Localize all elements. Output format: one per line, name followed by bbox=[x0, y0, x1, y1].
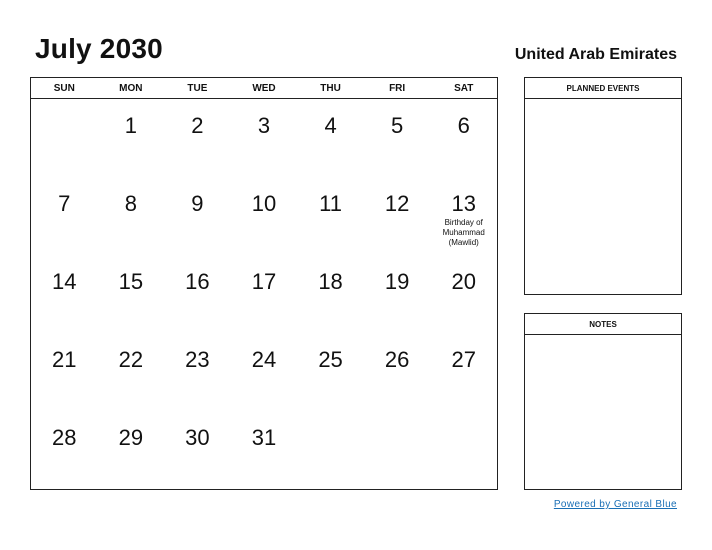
day-cell bbox=[164, 255, 231, 333]
day-cell bbox=[231, 99, 298, 177]
day-cell bbox=[231, 177, 298, 255]
planned-events-panel bbox=[524, 77, 682, 295]
calendar-grid bbox=[30, 77, 498, 490]
day-cell bbox=[98, 333, 165, 411]
day-number: 19 bbox=[384, 269, 410, 294]
day-number: 9 bbox=[191, 191, 204, 216]
day-number: 2 bbox=[191, 113, 204, 138]
day-cell bbox=[31, 333, 98, 411]
day-number: 15 bbox=[118, 269, 144, 294]
notes-panel bbox=[524, 313, 682, 490]
day-cell bbox=[31, 177, 98, 255]
weekday-sun: SUN bbox=[53, 83, 75, 94]
calendar-weeks bbox=[31, 99, 497, 489]
day-cell bbox=[98, 411, 165, 489]
weekday-header bbox=[31, 78, 497, 99]
day-cell bbox=[164, 333, 231, 411]
day-cell bbox=[297, 99, 364, 177]
weekday-sat: SAT bbox=[454, 83, 474, 94]
page-title: July 2030 bbox=[35, 33, 163, 64]
weekday-thu: THU bbox=[320, 83, 341, 94]
day-number: 18 bbox=[318, 269, 343, 294]
day-number: 4 bbox=[324, 113, 337, 138]
day-cell bbox=[231, 411, 298, 489]
day-number: 22 bbox=[118, 347, 144, 372]
day-number: 16 bbox=[185, 269, 210, 294]
weekday-tue: TUE bbox=[187, 83, 208, 94]
day-number: 30 bbox=[185, 425, 210, 450]
day-cell bbox=[297, 177, 364, 255]
holiday-label: Birthday of Muhammad (Mawlid) bbox=[442, 218, 485, 247]
day-number: 11 bbox=[319, 191, 342, 216]
day-cell bbox=[430, 177, 497, 255]
day-number: 20 bbox=[451, 269, 476, 294]
day-number: 5 bbox=[391, 113, 404, 138]
day-number: 13 bbox=[451, 191, 476, 216]
day-cell bbox=[297, 255, 364, 333]
day-number: 28 bbox=[52, 425, 77, 450]
weekday-mon: MON bbox=[119, 83, 143, 94]
weekday-wed: WED bbox=[252, 83, 276, 94]
notes-heading: NOTES bbox=[525, 314, 681, 335]
day-number: 6 bbox=[457, 113, 470, 138]
day-cell bbox=[430, 255, 497, 333]
day-number: 1 bbox=[124, 113, 137, 138]
day-number: 31 bbox=[251, 425, 277, 450]
day-cell bbox=[364, 177, 431, 255]
day-number: 17 bbox=[251, 269, 277, 294]
day-cell bbox=[98, 99, 165, 177]
day-number: 8 bbox=[124, 191, 137, 216]
powered-by-link[interactable]: Powered by General Blue bbox=[553, 499, 677, 510]
weekday-fri: FRI bbox=[389, 83, 406, 94]
day-number: 21 bbox=[52, 347, 77, 372]
day-cell bbox=[364, 255, 431, 333]
day-cell bbox=[430, 99, 497, 177]
day-number: 23 bbox=[185, 347, 210, 372]
day-cell bbox=[231, 255, 298, 333]
day-cell bbox=[430, 333, 497, 411]
day-number: 10 bbox=[251, 191, 277, 216]
country-label: United Arab Emirates bbox=[514, 46, 677, 63]
day-number: 29 bbox=[118, 425, 144, 450]
day-cell bbox=[164, 99, 231, 177]
day-cell bbox=[164, 411, 231, 489]
day-cell bbox=[297, 333, 364, 411]
day-number: 12 bbox=[384, 191, 410, 216]
day-number: 3 bbox=[257, 113, 271, 138]
day-cell bbox=[364, 99, 431, 177]
day-cell bbox=[430, 411, 497, 489]
day-cell bbox=[98, 177, 165, 255]
day-cell bbox=[31, 99, 98, 177]
day-number: 27 bbox=[451, 347, 476, 372]
day-number: 26 bbox=[384, 347, 410, 372]
day-cell bbox=[31, 255, 98, 333]
day-cell bbox=[164, 177, 231, 255]
day-cell bbox=[231, 333, 298, 411]
day-number: 7 bbox=[58, 191, 71, 216]
day-cell bbox=[98, 255, 165, 333]
day-cell bbox=[297, 411, 364, 489]
day-number: 25 bbox=[318, 347, 343, 372]
planned-events-heading: PLANNED EVENTS bbox=[525, 78, 681, 99]
day-cell bbox=[364, 333, 431, 411]
day-cell bbox=[31, 411, 98, 489]
day-number: 24 bbox=[251, 347, 277, 372]
day-number: 14 bbox=[52, 269, 77, 294]
day-cell bbox=[364, 411, 431, 489]
